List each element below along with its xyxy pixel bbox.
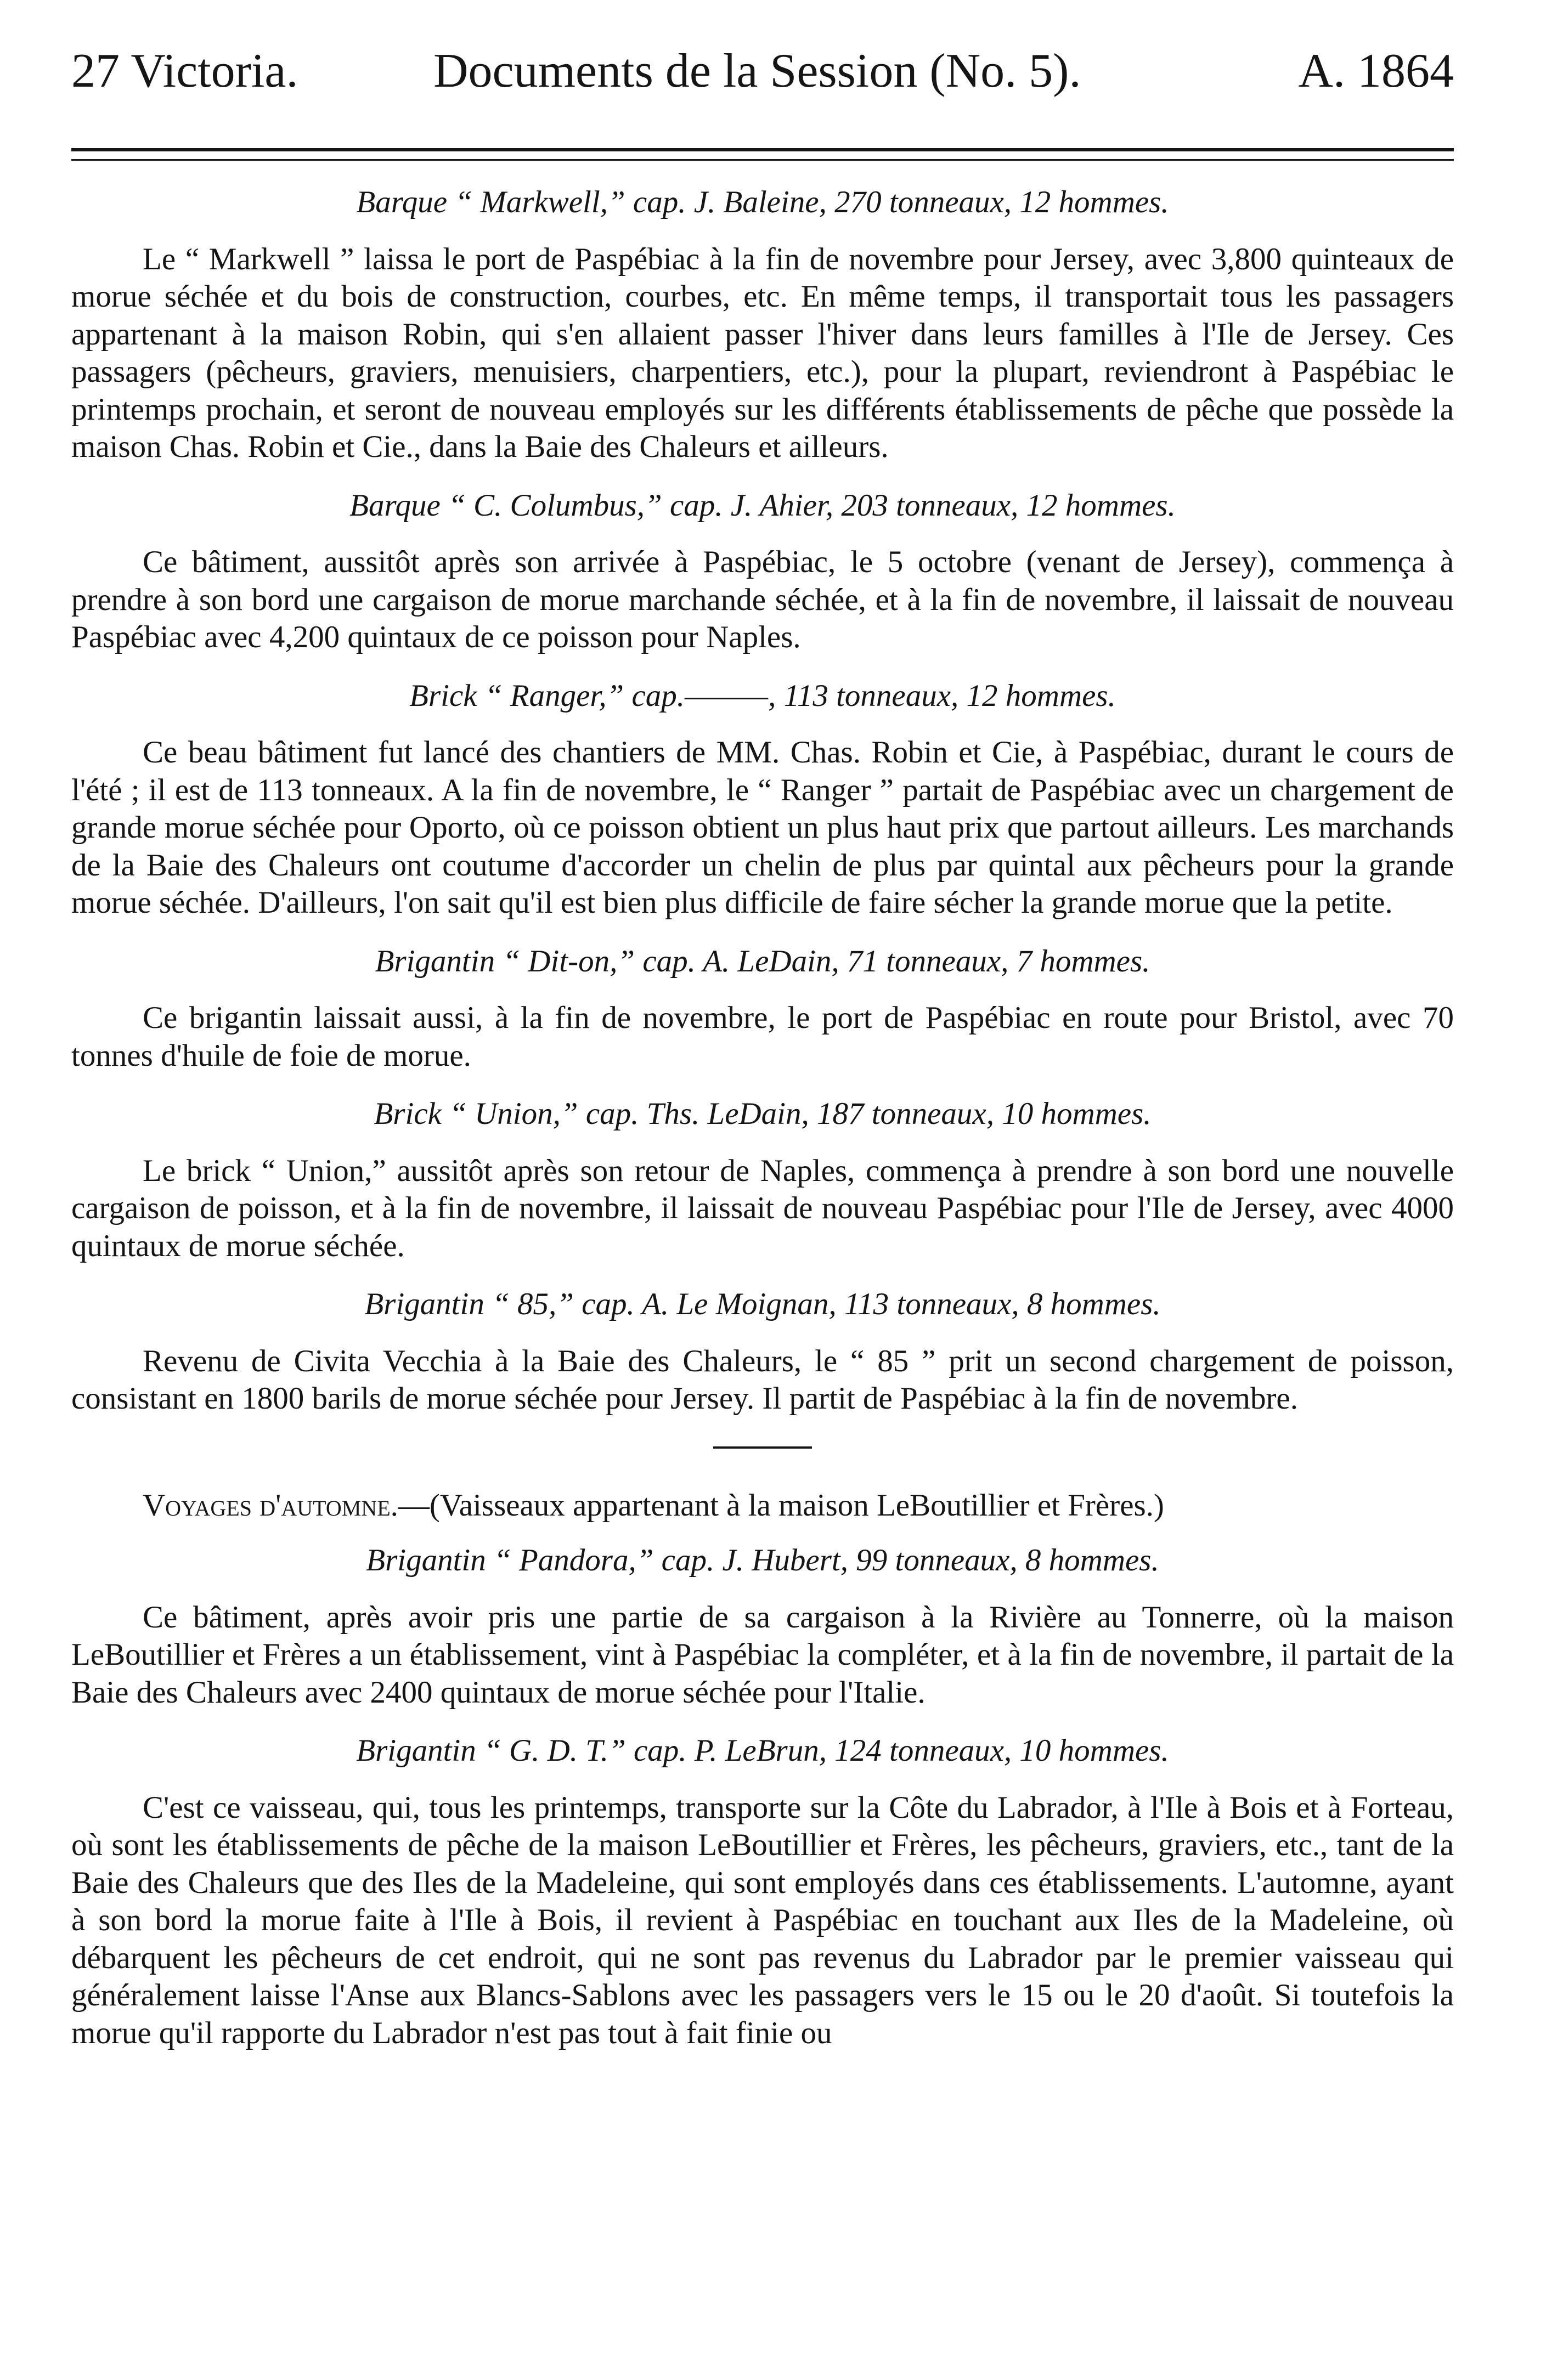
paragraph-dit-on: Ce brigantin laissait aussi, à la fin de novembre, le port de Paspébiac en route pour Bristol, avec 70 tonnes d'huile de foie de morue.	[71, 1000, 1454, 1073]
section-separator	[713, 1446, 812, 1449]
vessel-heading-dit-on: Brigantin “ Dit-on,” cap. A. LeDain, 71 tonneaux, 7 hommes.	[375, 943, 1150, 979]
vessel-heading-markwell: Barque “ Markwell,” cap. J. Baleine, 270 tonneaux, 12 hommes.	[356, 185, 1169, 219]
section-title: Voyages d'automne.	[143, 1488, 398, 1523]
vessel-heading-union: Brick “ Union,” cap. Ths. LeDain, 187 tonneaux, 10 hommes.	[374, 1096, 1152, 1131]
running-header	[71, 38, 1454, 104]
header-title: Documents de la Session (No. 5).	[433, 44, 1081, 98]
vessel-heading-ranger: Brick “ Ranger,” cap.———, 113 tonneaux, 12 hommes.	[409, 678, 1116, 713]
header-year: A. 1864	[1298, 44, 1454, 98]
paragraph-ranger: Ce beau bâtiment fut lancé des chantiers de MM. Chas. Robin et Cie, à Paspébiac, durant le cours de l'été ; il est de 113 tonneaux. A la fin de novembre, le “ Ranger ” partait de Paspébiac avec un chargement de grande morue séchée pour Oporto, où ce poisson obtient un plus haut prix que partout ailleurs. Les marchands de la Baie des Chaleurs ont coutume d'accorder un chelin de plus par quintal aux pêcheurs pour la grande morue séchée. D'ailleurs, l'on sait qu'il est bien plus difficile de faire sécher la grande morue que la petite.	[71, 735, 1454, 920]
vessel-heading-gdt: Brigantin “ G. D. T.” cap. P. LeBrun, 124 tonneaux, 10 hommes.	[356, 1733, 1169, 1768]
header-rule-thin	[71, 159, 1454, 161]
paragraph-union: Le brick “ Union,” aussitôt après son retour de Naples, commença à prendre à son bord une nouvelle cargaison de poisson, et à la fin de novembre, il laissait de nouveau Paspébiac pour l'Ile de Jersey, avec 4000 quintaux de morue séchée.	[71, 1153, 1454, 1263]
paragraph-columbus: Ce bâtiment, aussitôt après son arrivée à Paspébiac, le 5 octobre (venant de Jersey), commença à prendre à son bord une cargaison de morue marchande séchée, et à la fin de novembre, il laissait de nouveau Paspébiac avec 4,200 quintaux de ce poisson pour Naples.	[71, 545, 1454, 654]
header-rule-thick	[71, 148, 1454, 151]
section-heading	[71, 1487, 1454, 1525]
paragraph-85: Revenu de Civita Vecchia à la Baie des Chaleurs, le “ 85 ” prit un second chargement de poisson, consistant en 1800 barils de morue séchée pour Jersey. Il partit de Paspébiac à la fin de novembre.	[71, 1343, 1454, 1416]
section-subtitle: —(Vaisseaux appartenant à la maison LeBoutillier et Frères.)	[398, 1488, 1164, 1523]
header-volume: 27 Victoria.	[71, 44, 298, 98]
paragraph-markwell: Le “ Markwell ” laissa le port de Paspébiac à la fin de novembre pour Jersey, avec 3,800 quinteaux de morue séchée et du bois de construction, courbes, etc. En même temps, il transportait tous les passagers appartenant à la maison Robin, qui s'en allaient passer l'hiver dans leurs familles à l'Ile de Jersey. Ces passagers (pêcheurs, graviers, menuisiers, charpentiers, etc.), pour la plupart, reviendront à Paspébiac le printemps prochain, et seront de nouveau employés sur les différents établissements de pêche que possède la maison Chas. Robin et Cie., dans la Baie des Chaleurs et ailleurs.	[71, 241, 1454, 464]
vessel-heading-pandora: Brigantin “ Pandora,” cap. J. Hubert, 99 tonneaux, 8 hommes.	[366, 1543, 1159, 1578]
paragraph-pandora: Ce bâtiment, après avoir pris une partie de sa cargaison à la Rivière au Tonnerre, où la maison LeBoutillier et Frères a un établissement, vint à Paspébiac la compléter, et à la fin de novembre, il partait de la Baie des Chaleurs avec 2400 quintaux de morue séchée pour l'Italie.	[71, 1599, 1454, 1710]
vessel-heading-columbus: Barque “ C. Columbus,” cap. J. Ahier, 203 tonneaux, 12 hommes.	[349, 488, 1176, 523]
vessel-heading-85: Brigantin “ 85,” cap. A. Le Moignan, 113 tonneaux, 8 hommes.	[364, 1287, 1161, 1321]
document-body	[71, 184, 1454, 2073]
paragraph-gdt: C'est ce vaisseau, qui, tous les printemps, transporte sur la Côte du Labrador, à l'Ile à Bois et à Forteau, où sont les établissements de pêche de la maison LeBoutillier et Frères, les pêcheurs, graviers, etc., tant de la Baie des Chaleurs que des Iles de la Madeleine, qui sont employés dans ces établissements. L'automne, ayant à son bord la morue faite à l'Ile à Bois, il revient à Paspébiac en touchant aux Iles de la Madeleine, où débarquent les pêcheurs de cet endroit, qui ne sont pas revenus du Labrador par le premier vaisseau qui généralement laisse l'Anse aux Blancs-Sablons avec les passagers vers le 15 ou le 20 d'août. Si toutefois la morue qu'il rapporte du Labrador n'est pas tout à fait finie ou	[71, 1790, 1454, 2050]
